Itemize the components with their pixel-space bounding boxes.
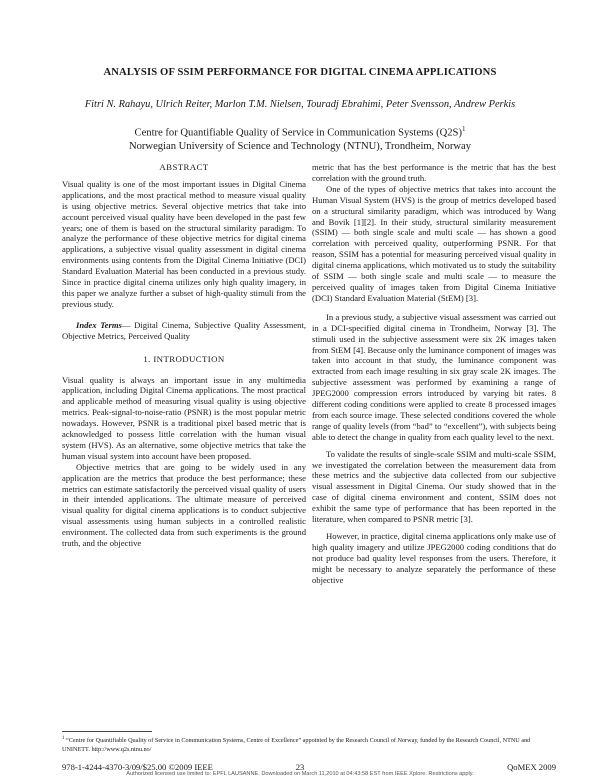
body-paragraph-5: However, in practice, digital cinema applications only make use of high quality imagery and utilize JPEG2000 coding conditions that do not produce bad quality level responses from the users. Therefore, it might be necessary to analyze separately the performance of these objective xyxy=(312,531,556,585)
paper-title: ANALYSIS OF SSIM PERFORMANCE FOR DIGITAL CINEMA APPLICATIONS xyxy=(103,67,497,78)
author-list: Fitri N. Rahayu, Ulrich Reiter, Marlon T.M. Nielsen, Touradj Ebrahimi, Peter Svensson, Andrew Perkis xyxy=(84,99,516,110)
introduction-paragraph-1: Visual quality is always an important issue in any multimedia application, including Digital Cinema applications. The most practical and applicable method of measuring visual quality is using objective metrics. Peak-signal-to-noise-ratio (PSNR) is the most popular metric nowadays. However, PSNR is a traditional pixel based metric that is acknowledged to possess little correlation with the human visual system (HVS). As an alternative, some objective metrics that take the human visual system into account have been proposed. xyxy=(62,374,306,461)
footer-venue: QoMEX 2009 xyxy=(507,762,556,772)
abstract-text: Visual quality is one of the most important issues in Digital Cinema applications, and the most practical method to measure visual quality is using objective metrics. Several objective metrics that take into account perceived visual quality have been developed in the past few years; one of them is based on the structural similarity paradigm. To analyze the performance of these objective metrics for digital cinema applications, a subjective visual quality assessment in digital cinema environments using contents from the Digital Cinema Initiative (DCI) Standard Evaluation Material has been conducted in a previous study. Since in practice digital cinema utilizes only high quality imagery, in this paper we analyze further a subset of high-quality stimuli from the previous study. xyxy=(62,178,306,309)
license-notice: Authorized licensed use limited to: EPFL LAUSANNE. Downloaded on March 11,2010 at 04:43:58 EST from IEEE Xplore. Restrictions apply. xyxy=(126,771,474,777)
footnote-text: “Centre for Quantifiable Quality of Service in Communication Systems, Centre of Excellence” appointed by the Research Council of Norway, funded by the Research Council, NTNU and UNINETT. http://www.q2s.ntnu.no/ xyxy=(62,737,531,753)
body-paragraph-4: To validate the results of single-scale SSIM and multi-scale SSIM, we investigated the correlation between the measurement data from these metrics and the subjective data collected from our subjective visual assessment in Digital Cinema. Our study showed that in the case of digital cinema environment and content, SSIM does not exhibit the same type of performance that has been reported in the literature, when compared to PSNR metric [3]. xyxy=(312,448,556,525)
abstract-heading: ABSTRACT xyxy=(159,162,209,172)
left-column xyxy=(62,162,306,549)
index-terms xyxy=(62,320,306,342)
footnote xyxy=(62,735,556,754)
affiliation-line-1 xyxy=(0,123,600,140)
footnote-mark: 1 xyxy=(62,736,65,741)
body-paragraph-1: metric that has the best performance is the metric that has the best correlation with the ground truth. xyxy=(312,162,556,183)
affiliation-line-2: Norwegian University of Science and Technology (NTNU), Trondheim, Norway xyxy=(128,140,472,152)
affiliation xyxy=(0,123,600,153)
introduction-paragraph-2: Objective metrics that are going to be widely used in any application are the metrics that produce the best performance; these metrics can estimate satisfactorily the perceived visual quality of users in their intended applications. The ultimate measure of perceived visual quality for digital cinema applications is to conduct subjective visual assessments using human subjects in a controlled realistic environment. The collected data from such experiments is the ground truth, and the objective xyxy=(62,461,306,549)
footnote-separator xyxy=(62,731,152,732)
introduction-heading: 1. INTRODUCTION xyxy=(143,353,225,364)
body-paragraph-2: One of the types of objective metrics that takes into account the Human Visual System (HVS) is the group of metrics developed based on a structural similarity paradigm, which was introduced by Wang and Bovik [1][2]. In their study, structural similarity measurement (SSIM) — both single scale and multi scale — has shown a good correlation with perceived quality, outperforming PSNR. For that reason, SSIM has a potential for measuring perceived visual quality in digital cinema applications, which motivated us to study the suitability of SSIM — both single scale and multi scale — to measure the perceived quality of images taken from Digital Cinema Initiative (DCI) Standard Evaluation Material (StEM) [3]. xyxy=(312,183,556,303)
page-number: 23 xyxy=(295,762,305,772)
footer-isbn: 978-1-4244-4370-3/09/$25.00 ©2009 IEEE xyxy=(62,762,213,772)
body-paragraph-3: In a previous study, a subjective visual assessment was carried out in a DCI-specified digital cinema in Trondheim, Norway [3]. The stimuli used in the subjective assessment were six 2K images taken from StEM [4]. Because only the luminance component of images was taken into account in that study, the luminance component was extracted from each image resulting in six gray scale 2K images. The subjective assessment was performed by examining a range of JPEG2000 compression errors introduced by varying bit rates. 8 different coding conditions were applied to create 8 processed images from each source image. These selected conditions covered the whole range of quality levels (from “bad” to “excellent”), with subjects being able to detect the change in quality from each quality level to the next. xyxy=(312,311,556,442)
affiliation-centre: Centre for Quantifiable Quality of Service in Communication Systems (Q2S) xyxy=(134,127,462,139)
right-column xyxy=(312,162,556,586)
index-terms-text: — Digital Cinema, Subjective Quality Assessment, Objective Metrics, Perceived Quality xyxy=(62,319,306,341)
affiliation-footnote-mark: 1 xyxy=(461,125,466,133)
index-terms-label: Index Terms xyxy=(76,319,122,330)
